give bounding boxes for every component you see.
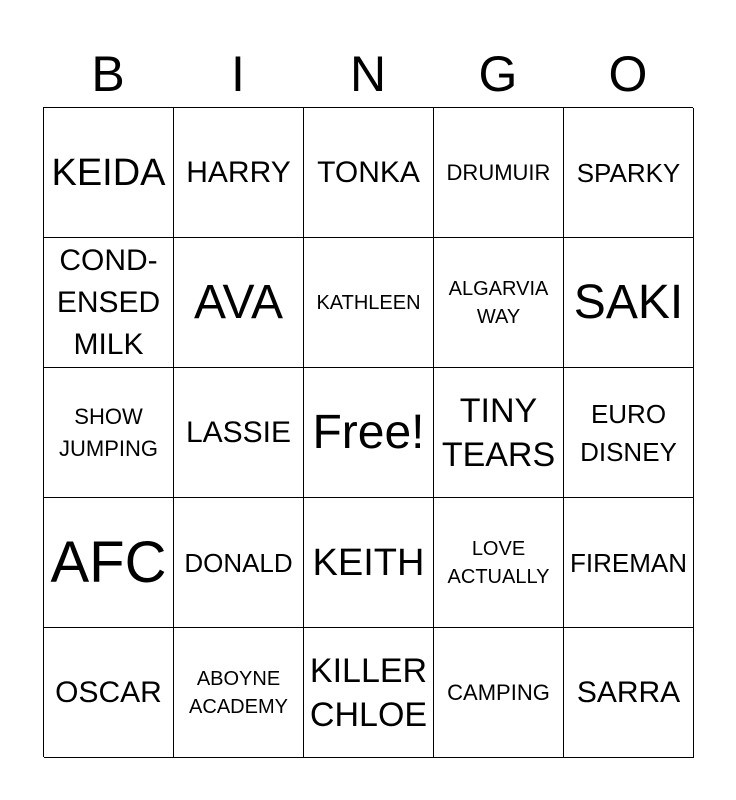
bingo-cell-r3-c4[interactable]: TINY TEARS: [434, 368, 564, 498]
bingo-cell-r1-c2[interactable]: HARRY: [174, 108, 304, 238]
bingo-grid: [43, 107, 693, 757]
bingo-cell-r1-c3[interactable]: TONKA: [304, 108, 434, 238]
bingo-cell-r4-c2[interactable]: DONALD: [174, 498, 304, 628]
bingo-cell-r3-c5[interactable]: EURO DISNEY: [564, 368, 694, 498]
bingo-cell-r5-c5[interactable]: SARRA: [564, 628, 694, 758]
header-letter-b: B: [91, 46, 125, 102]
bingo-cell-r5-c2[interactable]: ABOYNE ACADEMY: [174, 628, 304, 758]
bingo-cell-r2-c1[interactable]: COND- ENSED MILK: [44, 238, 174, 368]
bingo-cell-r4-c4[interactable]: LOVE ACTUALLY: [434, 498, 564, 628]
bingo-cell-r4-c1[interactable]: AFC: [44, 498, 174, 628]
bingo-cell-r2-c4[interactable]: ALGARVIA WAY: [434, 238, 564, 368]
bingo-cell-r3-c2[interactable]: LASSIE: [174, 368, 304, 498]
bingo-cell-r2-c5[interactable]: SAKI: [564, 238, 694, 368]
header-letter-o: O: [608, 46, 648, 102]
bingo-cell-r5-c1[interactable]: OSCAR: [44, 628, 174, 758]
bingo-cell-r5-c4[interactable]: CAMPING: [434, 628, 564, 758]
header-letter-g: G: [478, 46, 518, 102]
bingo-cell-r1-c5[interactable]: SPARKY: [564, 108, 694, 238]
bingo-cell-r2-c3[interactable]: KATHLEEN: [304, 238, 434, 368]
bingo-cell-r1-c4[interactable]: DRUMUIR: [434, 108, 564, 238]
header-letter-i: I: [231, 46, 245, 102]
header-letter-n: N: [349, 46, 387, 102]
bingo-cell-r5-c3[interactable]: KILLER CHLOE: [304, 628, 434, 758]
bingo-cell-r1-c1[interactable]: KEIDA: [44, 108, 174, 238]
bingo-cell-r4-c3[interactable]: KEITH: [304, 498, 434, 628]
bingo-cell-r2-c2[interactable]: AVA: [174, 238, 304, 368]
bingo-cell-r4-c5[interactable]: FIREMAN: [564, 498, 694, 628]
bingo-cell-r3-c1[interactable]: SHOW JUMPING: [44, 368, 174, 498]
free-space[interactable]: Free!: [304, 368, 434, 498]
bingo-header: [43, 40, 693, 108]
